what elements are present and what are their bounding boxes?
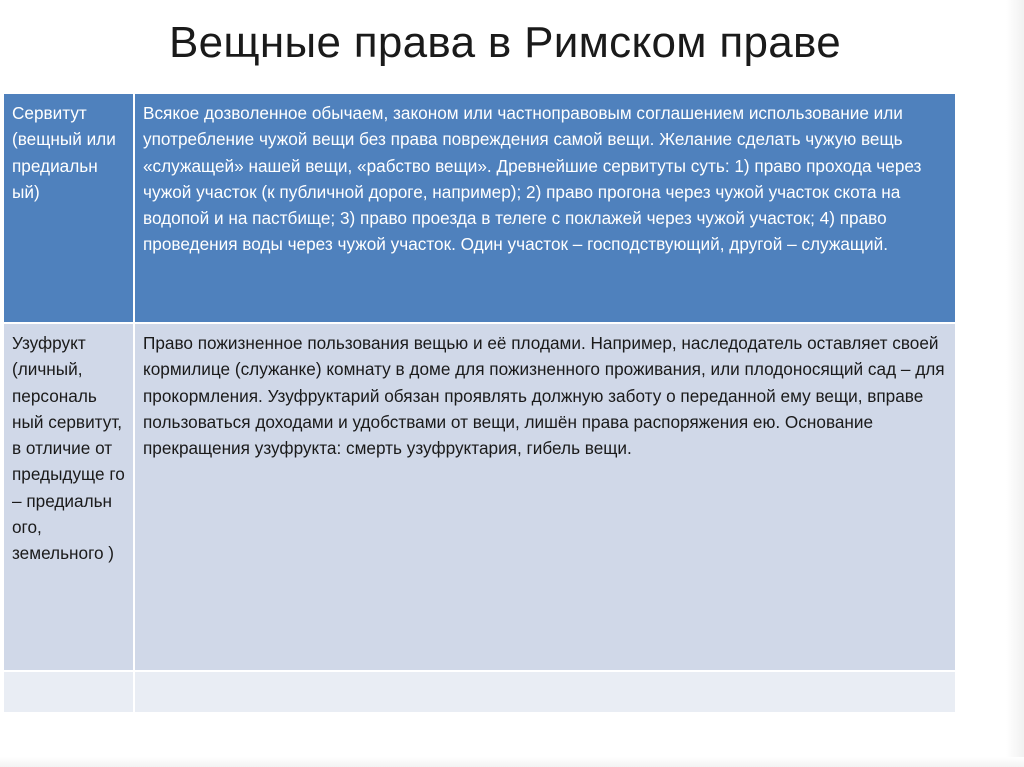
term-cell	[3, 671, 134, 713]
slide-title: Вещные права в Римском праве	[169, 18, 841, 67]
table-row-usufruct	[3, 323, 956, 671]
term-cell: Узуфрукт (личный, персональ ный сервитут, в отличие от предыдуще го – предиальн ого, земельного )	[3, 323, 134, 671]
table-row-empty	[3, 671, 956, 713]
definition-cell: Право пожизненное пользования вещью и её плодами. Например, наследодатель оставляет своей кормилице (служанке) комнату в доме для пожизненного проживания, или плодоносящий сад – для прокормления. Узуфруктарий обязан проявлять должную заботу о переданной ему вещи, вправе пользоваться доходами и удобствами от вещи, лишён права распоряжения ею. Основание прекращения узуфрукта: смерть узуфруктария, гибель вещи.	[134, 323, 956, 671]
slide-frame-edge-bottom	[0, 757, 1024, 767]
term-cell: Сервитут (вещный или предиальн ый)	[3, 93, 134, 323]
table-row-servitude	[3, 93, 956, 323]
slide-frame-edge	[1006, 0, 1024, 767]
rights-table	[2, 92, 957, 714]
definition-cell: Всякое дозволенное обычаем, законом или частноправовым соглашением использование или употребление чужой вещи без права повреждения самой вещи. Желание сделать чужую вещь «служащей» нашей вещи, «рабство вещи». Древнейшие сервитуты суть: 1) право прохода через чужой участок (к публичной дороге, например); 2) право прогона через чужой участок скота на водопой и на пастбище; 3) право проезда в телеге с поклажей через чужой участок; 4) право проведения воды через чужой участок. Один участок – господствующий, другой – служащий.	[134, 93, 956, 323]
definition-cell	[134, 671, 956, 713]
